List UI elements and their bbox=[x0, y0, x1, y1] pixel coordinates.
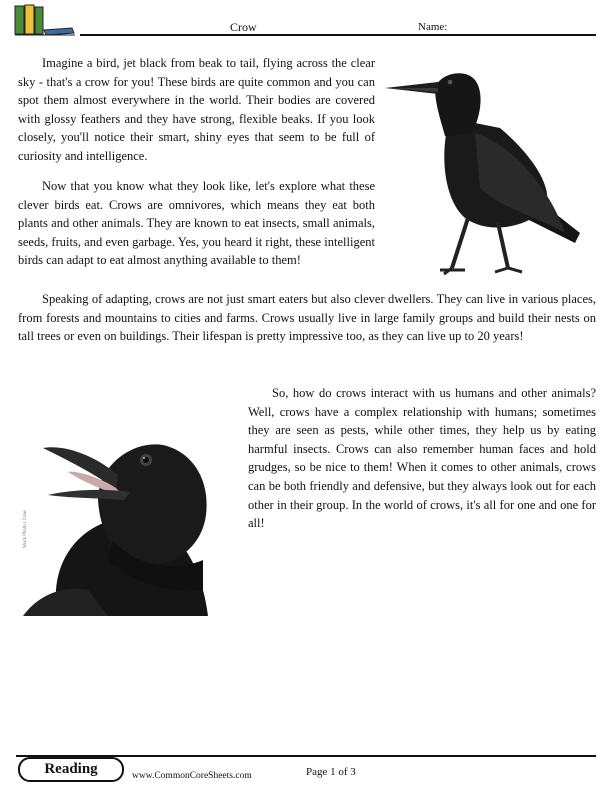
page-title: Crow bbox=[230, 20, 257, 34]
name-field-label: Name: bbox=[418, 21, 448, 33]
page-number: Page 1 of 3 bbox=[306, 766, 356, 778]
crow-head-closeup-image bbox=[18, 420, 214, 616]
worksheet-header bbox=[0, 0, 612, 40]
header-divider bbox=[80, 34, 596, 36]
reading-badge: Reading bbox=[18, 757, 124, 782]
paragraph-diet: Now that you know what they look like, let's explore what these clever birds eat. Crows are omnivores, which means they eat both plants and other animals. They are known to eat insects, small animals, seeds, fruits, and even garbage. Yes, you heard it right, these intelligent birds can adapt to eat almost anything available to them! bbox=[18, 179, 375, 268]
paragraph-interaction: So, how do crows interact with us humans and other animals? Well, crows have a complex relationship with humans; sometimes they are seen as pests, while other times, they help us by eating harmful insects. Crows can also remember human faces and hold grudges, so be nice to them! When it comes to other animals, crows can be both friendly and defensive, but they always look out for each other in their group. In the world of crows, it's all for one and one for all! bbox=[248, 386, 596, 531]
image-credit: Stock Photo | Crow bbox=[22, 510, 27, 548]
books-logo-icon bbox=[14, 4, 76, 36]
paragraph-habitat: Speaking of adapting, crows are not just smart eaters but also clever dwellers. They can live in various places, from forests and mountains to cities and farms. Crows usually live in large family groups and build their nests on tall trees or even on buildings. Their lifespan is pretty impressive too, as they can live up to 20 years! bbox=[18, 292, 596, 344]
standing-crow-image bbox=[380, 58, 590, 284]
website-link[interactable]: www.CommonCoreSheets.com bbox=[132, 771, 252, 781]
paragraph-appearance: Imagine a bird, jet black from beak to tail, flying across the clear sky - that's a crow for you! These birds are quite common and you can spot them almost everywhere in the world. Their bodies are covered with glossy feathers and they have strong, flexible beaks. If you look closely, you'll notice their smart, shiny eyes that seem to be full of curiosity and intelligence. bbox=[18, 56, 375, 163]
